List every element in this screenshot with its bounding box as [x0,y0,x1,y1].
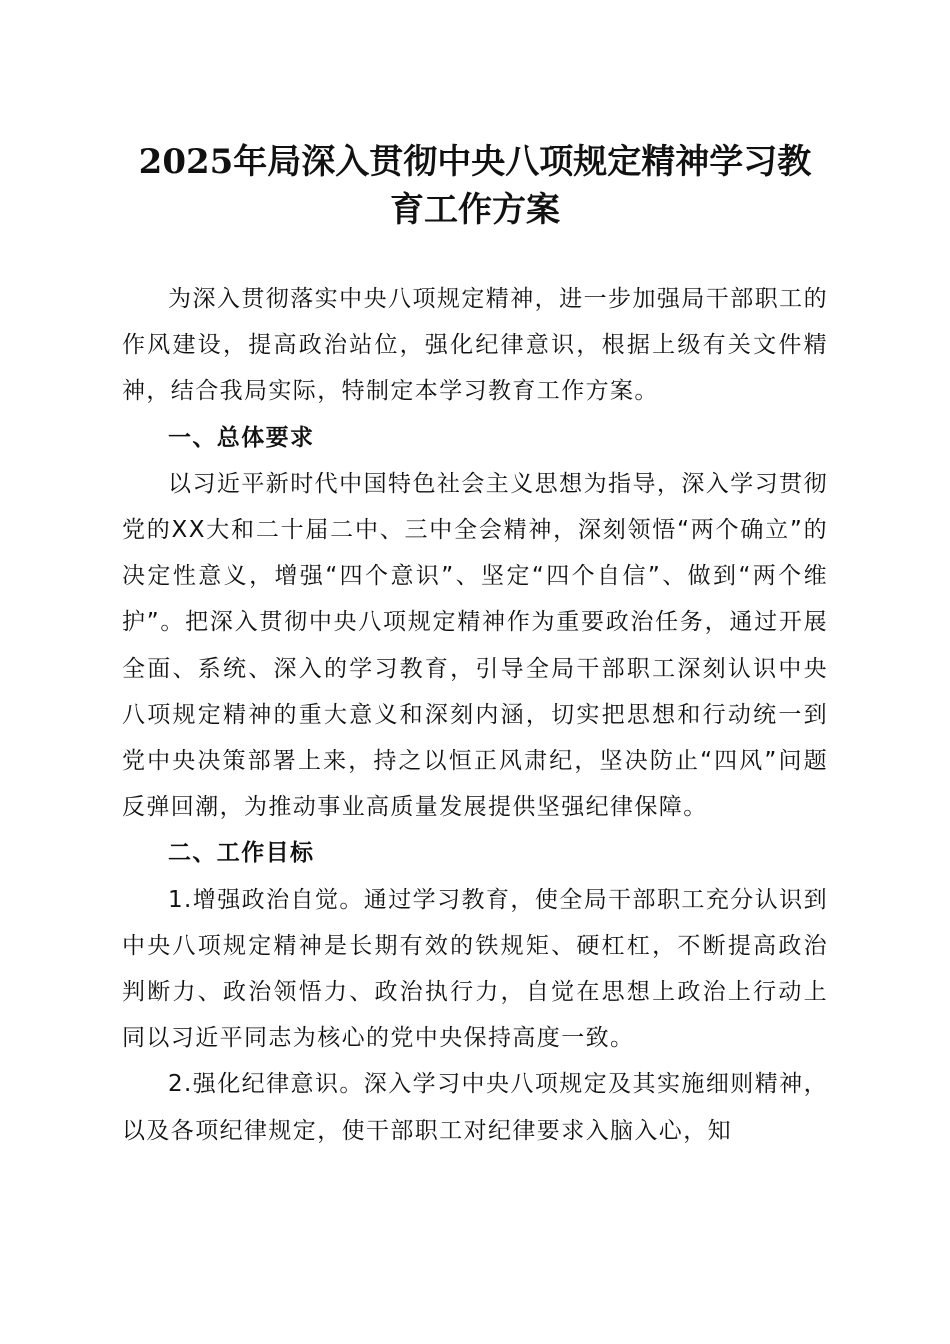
section-heading-general-requirements: 一、总体要求 [168,424,315,451]
general-requirements-paragraph: 以习近平新时代中国特色社会主义思想为指导，深入学习贯彻党的XX大和二十届二中、三中全会精神，深刻领悟“两个确立”的决定性意义，增强“四个意识”、坚定“四个自信”、做到“两个维护”。把深入贯彻中央八项规定精神作为重要政治任务，通过开展全面、系统、深入的学习教育，引导全局干部职工深刻认识中央八项规定精神的重大意义和深刻内涵，切实把思想和行动统一到党中央决策部署上来，持之以恒正风肃纪，坚决防止“四风”问题反弹回潮，为推动事业高质量发展提供坚强纪律保障。 [122,470,828,821]
work-goal-item-1: 1.增强政治自觉。通过学习教育，使全局干部职工充分认识到中央八项规定精神是长期有效的铁规矩、硬杠杠，不断提高政治判断力、政治领悟力、政治执行力，自觉在思想上政治上行动上同以习近平同志为核心的党中央保持高度一致。 [122,886,828,1052]
work-goal-item-2: 2.强化纪律意识。深入学习中央八项规定及其实施细则精神，以及各项纪律规定，使干部职工对纪律要求入脑入心，知 [122,1071,828,1144]
document-title-line-2: 育工作方案 [390,190,560,230]
document-body [122,276,828,1154]
document-title-line-1: 2025年局深入贯彻中央八项规定精神学习教 [138,142,812,182]
intro-paragraph: 为深入贯彻落实中央八项规定精神，进一步加强局干部职工的作风建设，提高政治站位，强化纪律意识，根据上级有关文件精神，结合我局实际，特制定本学习教育工作方案。 [122,286,828,405]
document-title [110,138,840,234]
section-heading-work-goals: 二、工作目标 [168,840,315,867]
